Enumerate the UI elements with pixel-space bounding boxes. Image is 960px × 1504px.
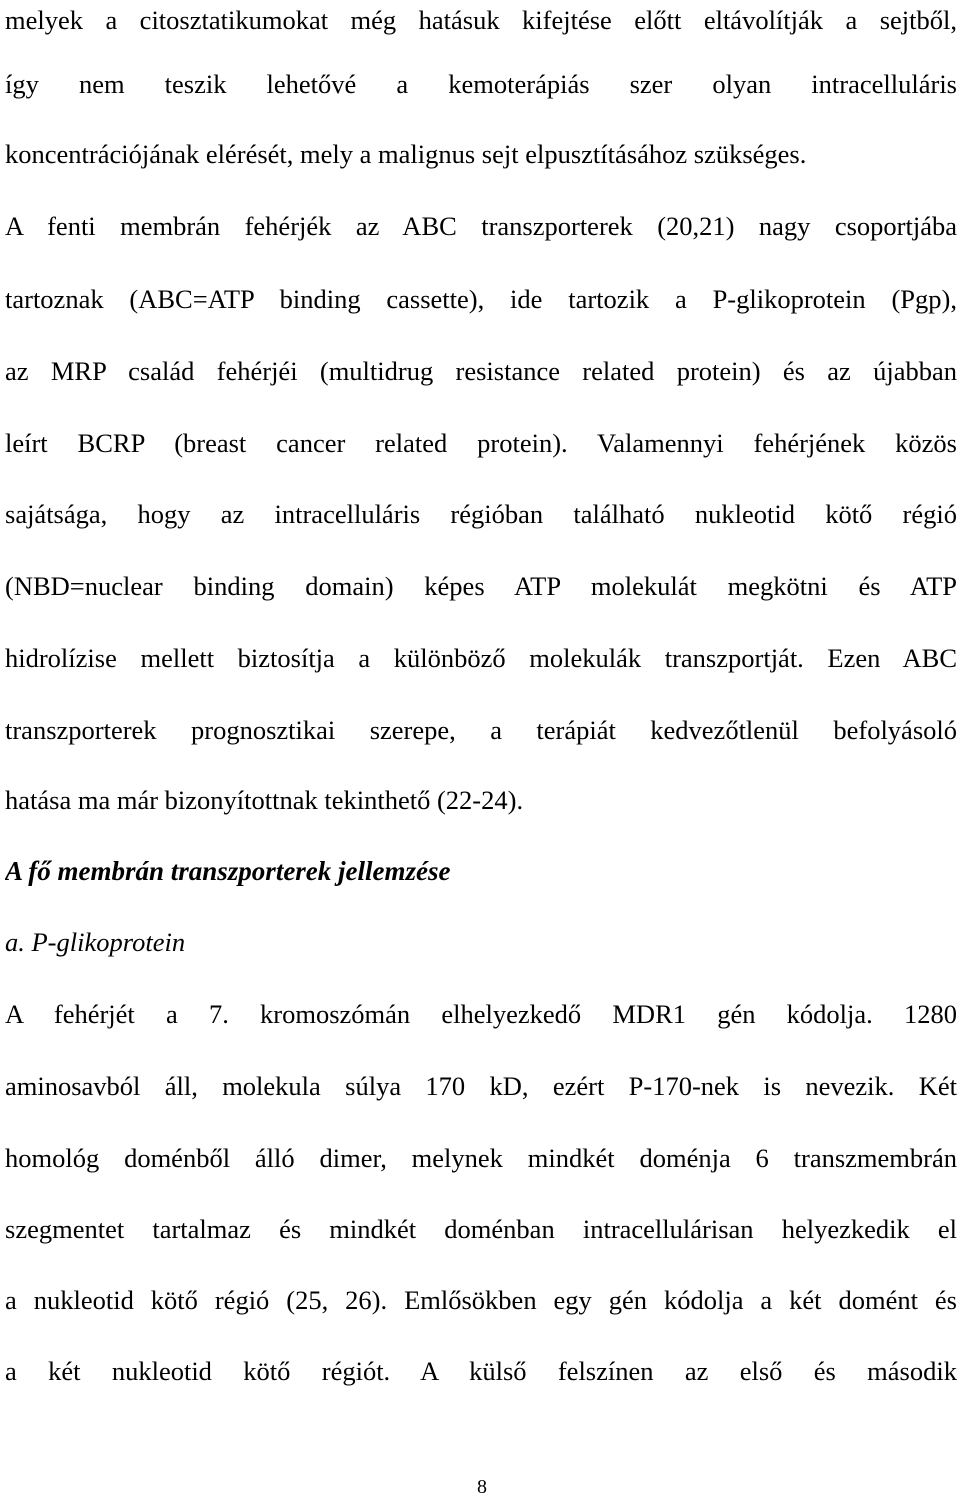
paragraph-line: hidrolízise mellett biztosítja a különböző molekulák transzportját. Ezen ABC (5, 643, 957, 673)
paragraph-line: a nukleotid kötő régió (25, 26). Emlősökben egy gén kódolja a két domént és (5, 1285, 957, 1315)
paragraph-line: A fehérjét a 7. kromoszómán elhelyezkedő MDR1 gén kódolja. 1280 (5, 999, 957, 1029)
paragraph-line: leírt BCRP (breast cancer related protein). Valamennyi fehérjének közös (5, 428, 957, 458)
paragraph-line: a két nukleotid kötő régiót. A külső felszínen az első és második (5, 1356, 957, 1386)
paragraph-line: aminosavból áll, molekula súlya 170 kD, ezért P-170-nek is nevezik. Két (5, 1071, 957, 1101)
paragraph-line: így nem teszik lehetővé a kemoterápiás szer olyan intracelluláris (5, 69, 957, 99)
paragraph-line: homológ doménből álló dimer, melynek mindkét doménja 6 transzmembrán (5, 1143, 957, 1173)
paragraph-line: (NBD=nuclear binding domain) képes ATP molekulát megkötni és ATP (5, 571, 957, 601)
paragraph-line: tartoznak (ABC=ATP binding cassette), ide tartozik a P-glikoprotein (Pgp), (5, 284, 957, 314)
paragraph-line: sajátsága, hogy az intracelluláris régióban található nukleotid kötő régió (5, 499, 957, 529)
page-number: 8 (477, 1476, 487, 1498)
paragraph-line: szegmentet tartalmaz és mindkét doménban intracellulárisan helyezkedik el (5, 1214, 957, 1244)
section-heading: A fő membrán transzporterek jellemzése (5, 856, 451, 886)
paragraph-line: az MRP család fehérjéi (multidrug resistance related protein) és az újabban (5, 356, 957, 386)
subsection-heading: a. P-glikoprotein (5, 927, 186, 957)
paragraph-line: koncentrációjának elérését, mely a malignus sejt elpusztításához szükséges. (5, 139, 807, 169)
paragraph-line: A fenti membrán fehérjék az ABC transzporterek (20,21) nagy csoportjába (5, 211, 957, 241)
paragraph-line: transzporterek prognosztikai szerepe, a terápiát kedvezőtlenül befolyásoló (5, 715, 957, 745)
paragraph-line: hatása ma már bizonyítottnak tekinthető (22-24). (5, 785, 524, 815)
paragraph-line: melyek a citosztatikumokat még hatásuk kifejtése előtt eltávolítják a sejtből, (5, 5, 957, 35)
